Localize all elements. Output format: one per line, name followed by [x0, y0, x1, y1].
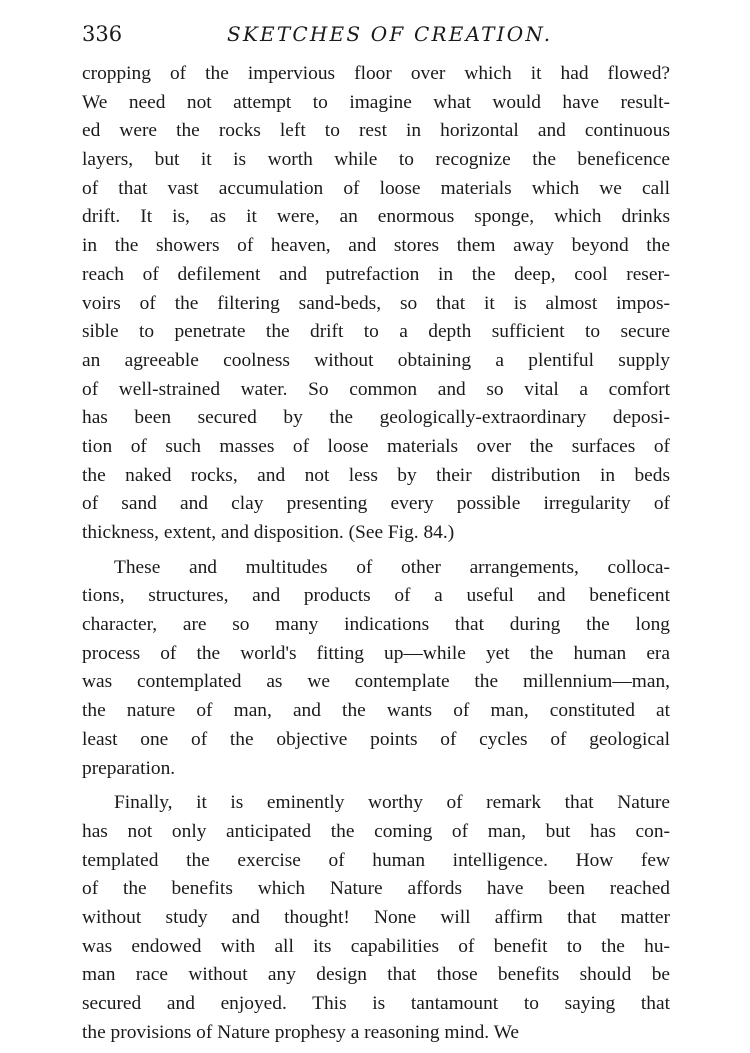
- text-line: man race without any design that those benefits should be: [82, 964, 670, 986]
- text-line: an agreeable coolness without obtaining a plentiful supply: [82, 349, 670, 371]
- text-line: of that vast accumulation of loose materials which we call: [82, 177, 670, 199]
- text-line: without study and thought! None will affirm that matter: [82, 906, 670, 928]
- text-line: layers, but it is worth while to recognize the beneficence: [82, 149, 670, 171]
- text-line: tion of such masses of loose materials over the surfaces of: [82, 435, 670, 457]
- text-line: thickness, extent, and disposition. (See Fig. 84.): [82, 522, 455, 543]
- text-line: was endowed with all its capabilities of benefit to the hu-: [82, 935, 670, 957]
- text-line: of the benefits which Nature affords have been reached: [82, 878, 670, 900]
- text-line: voirs of the filtering sand-beds, so that it is almost impos-: [82, 292, 670, 314]
- text-line: preparation.: [82, 757, 176, 779]
- text-line: These and multitudes of other arrangements, colloca-: [114, 556, 670, 578]
- text-line: drift. It is, as it were, an enormous sponge, which drinks: [82, 206, 670, 228]
- text-line: cropping of the impervious floor over which it had flowed?: [82, 63, 670, 84]
- paragraph: [82, 789, 670, 1047]
- text-line: sible to penetrate the drift to a depth sufficient to secure: [82, 321, 670, 343]
- page-header: [82, 20, 670, 48]
- body-text: [82, 60, 670, 1053]
- paragraph: [82, 60, 670, 548]
- text-line: least one of the objective points of cycles of geological: [82, 728, 670, 750]
- text-line: has not only anticipated the coming of man, but has con-: [82, 820, 670, 842]
- text-line: tions, structures, and products of a useful and beneficent: [82, 585, 670, 607]
- text-line: of well-strained water. So common and so vital a comfort: [82, 378, 670, 400]
- text-line: has been secured by the geologically-extraordinary deposi-: [82, 407, 670, 429]
- text-line: ed were the rocks left to rest in horizontal and continuous: [82, 120, 670, 142]
- text-line: process of the world's fitting up—while yet the human era: [82, 642, 670, 664]
- text-line: in the showers of heaven, and stores them away beyond the: [82, 235, 670, 257]
- text-line: the naked rocks, and not less by their distribution in beds: [82, 464, 670, 486]
- text-line: reach of defilement and putrefaction in the deep, cool reser-: [82, 263, 670, 285]
- running-head: SKETCHES OF CREATION.: [227, 22, 553, 46]
- text-line: Finally, it is eminently worthy of remark that Nature: [114, 792, 670, 814]
- page-number: 336: [82, 22, 123, 46]
- text-line: the nature of man, and the wants of man, constituted at: [82, 700, 670, 722]
- text-line: secured and enjoyed. This is tantamount to saying that: [82, 993, 670, 1014]
- paragraph: [82, 554, 670, 784]
- text-line: character, are so many indications that during the long: [82, 614, 670, 636]
- text-line: We need not attempt to imagine what would have result-: [82, 91, 670, 113]
- text-line: templated the exercise of human intelligence. How few: [82, 849, 670, 871]
- text-line: the provisions of Nature prophesy a reasoning mind. We: [82, 1021, 519, 1043]
- text-line: was contemplated as we contemplate the millennium—man,: [82, 671, 670, 693]
- text-line: of sand and clay presenting every possible irregularity of: [82, 493, 670, 515]
